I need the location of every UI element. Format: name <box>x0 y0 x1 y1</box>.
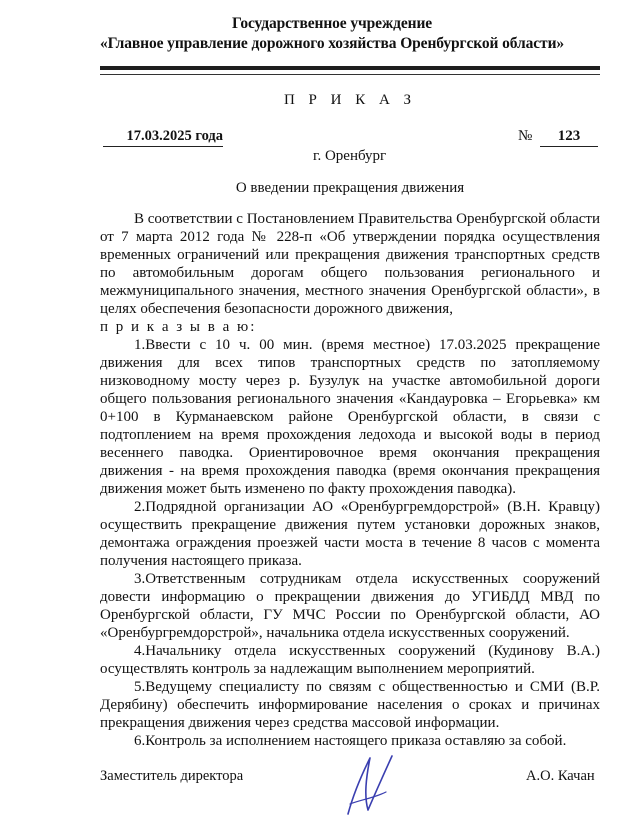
signatory-name: А.О. Качан <box>526 768 595 784</box>
order-item-6: 6.Контроль за исполнением настоящего приказа оставляю за собой. <box>134 733 567 749</box>
order-item-4: 4.Начальнику отдела искусственных сооружений (Кудинову В.А.) осуществлять контроль за надлежащим выполнением мероприятий. <box>100 643 600 677</box>
handwritten-signature <box>340 752 400 818</box>
order-word: п р и к а з ы в а ю: <box>100 319 257 335</box>
order-number: 123 <box>540 128 598 147</box>
order-item-5: 5.Ведущему специалисту по связям с общественностью и СМИ (В.Р. Дерябину) обеспечить информирование населения о сроках и причинах прекращения движения через средства массовой информации. <box>100 679 600 731</box>
order-subject: О введении прекращения движения <box>235 180 465 196</box>
order-body <box>100 210 600 750</box>
order-item-2: 2.Подрядной организации АО «Оренбургремдорстрой» (В.Н. Кравцу) осуществить прекращение движения путем установки дорожных знаков, демонтажа ограждения проезжей части моста в течение 8 часов с момента получения настоящего приказа. <box>100 499 600 569</box>
city: г. Оренбург <box>313 148 387 164</box>
header-rule-thin <box>100 74 600 75</box>
number-sign: № <box>518 128 533 144</box>
header-rule-thick <box>100 66 600 70</box>
order-item-3: 3.Ответственным сотрудникам отдела искусственных сооружений довести информацию о прекращении движения до УГИБДД МВД по Оренбургской области, ГУ МЧС России по Оренбургской области, АО «Оренбургремдорстрой», начальника отдела искусственных сооружений. <box>100 571 600 641</box>
org-line-2: «Главное управление дорожного хозяйства Оренбургской области» <box>99 35 565 52</box>
preamble: В соответствии с Постановлением Правительства Оренбургской области от 7 марта 2012 года № 228-п «Об утверждении порядка осуществления временных ограничений или прекращения движения транспортных средств по автомобильным дорогам общего пользования регионального и межмуниципального значения, местного значения Оренбургской области», в целях обеспечения безопасности дорожного движения, <box>100 211 600 317</box>
order-item-1: 1.Ввести с 10 ч. 00 мин. (время местное) 17.03.2025 прекращение движения для всех типов транспортных средств по затопляемому низководному мосту через р. Бузулук на участке автомобильной дороги общего пользования регионального значения «Кандауровка – Егорьевка» км 0+100 в Курманаевском районе Оренбургской области, в связи с подтоплением на время прохождения ледохода и высокой воды в период весеннего паводка. Ориентировочное время окончания прекращения движения - на время прохождения паводка (время окончания прекращения движения может быть изменено по факту прохождения паводка). <box>100 337 600 497</box>
doc-type-title: П Р И К А З <box>283 92 417 108</box>
order-date: 17.03.2025 года <box>103 128 223 147</box>
org-line-1: Государственное учреждение <box>231 15 433 32</box>
signatory-title: Заместитель директора <box>100 768 244 784</box>
